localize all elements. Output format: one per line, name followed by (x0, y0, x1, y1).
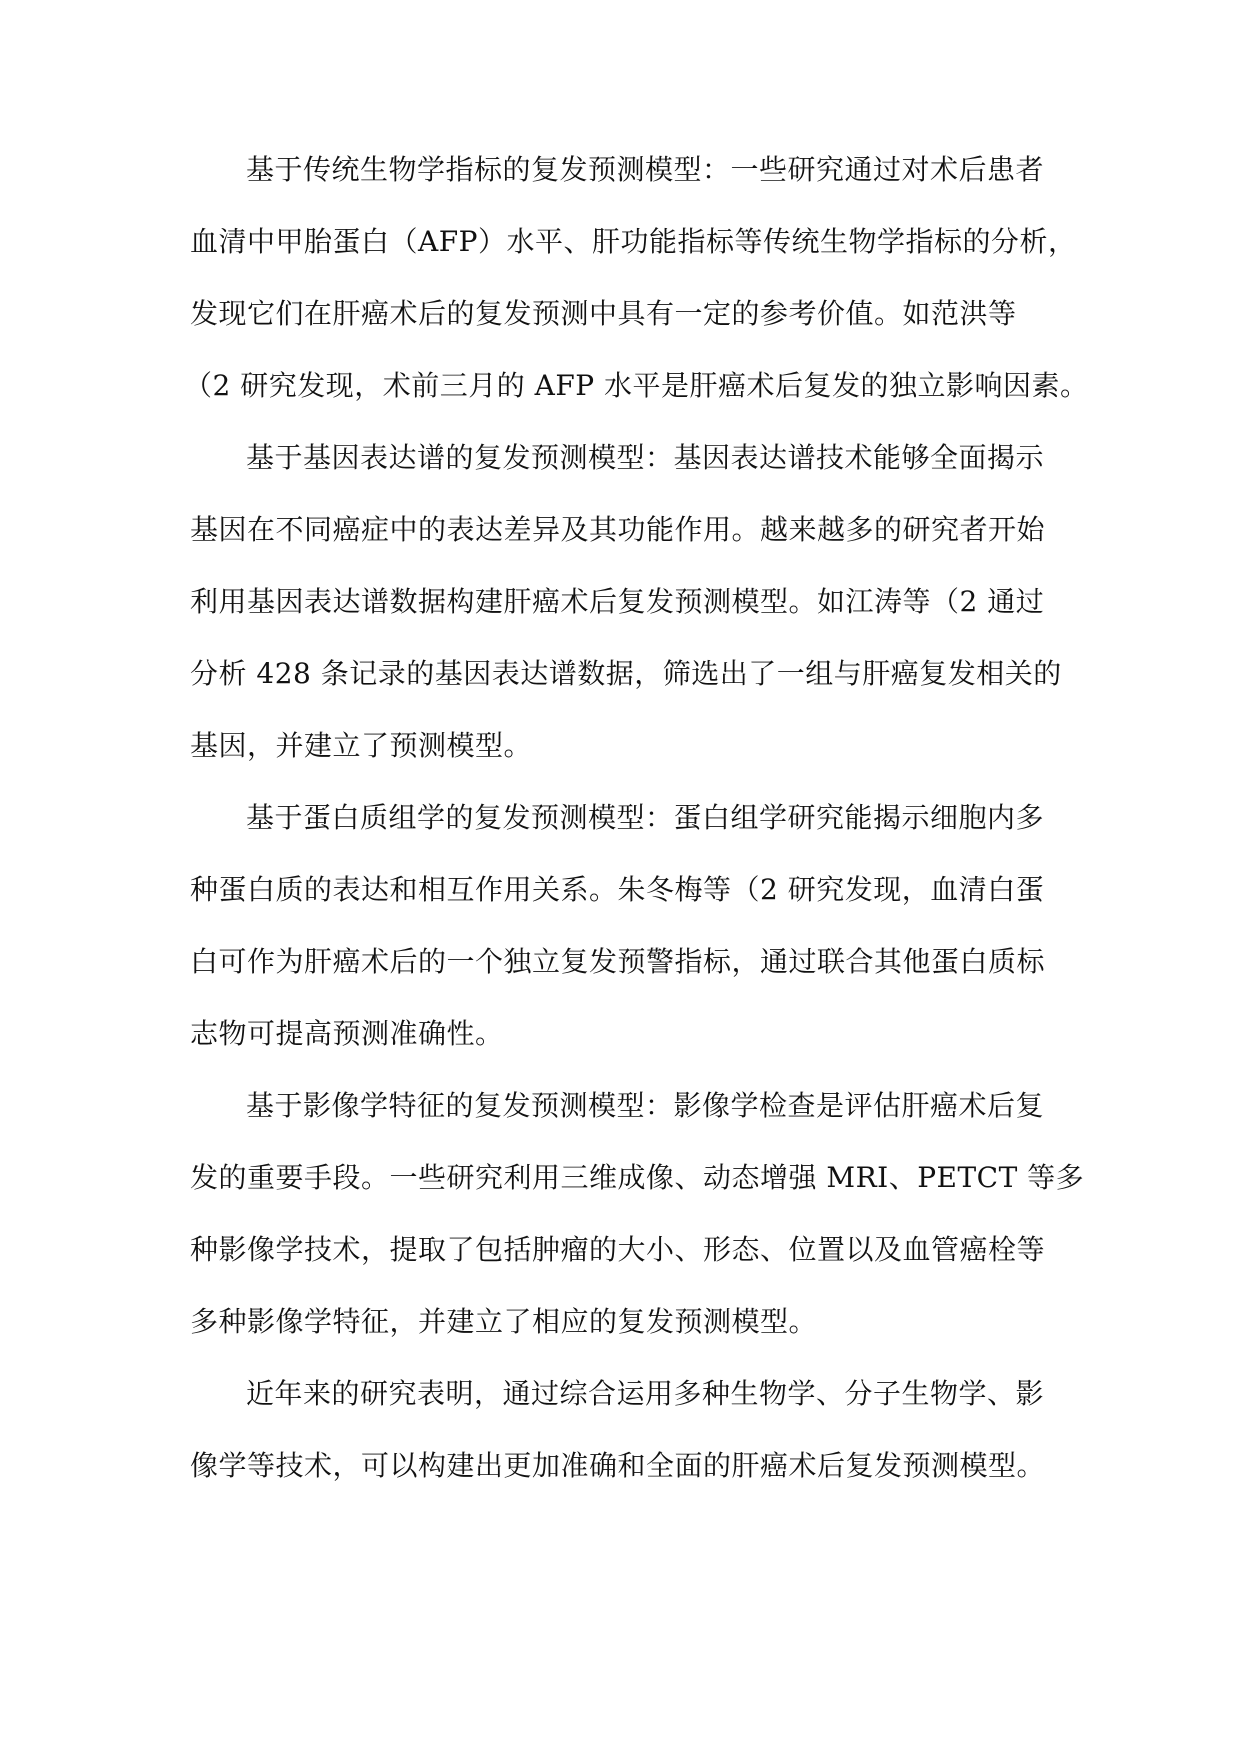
paragraph-line: 多种影像学特征，并建立了相应的复发预测模型。 (190, 1305, 818, 1338)
paragraph-line: 基于蛋白质组学的复发预测模型：蛋白组学研究能揭示细胞内多 (246, 801, 1045, 834)
paragraph-line: （2 研究发现，术前三月的 AFP 水平是肝癌术后复发的独立影响因素。 (184, 369, 1089, 402)
paragraph-line: 发现它们在肝癌术后的复发预测中具有一定的参考价值。如范洪等 (190, 297, 1017, 330)
paragraph-line: 发的重要手段。一些研究利用三维成像、动态增强 MRI、PETCT 等多 (190, 1161, 1085, 1194)
paragraph-line: 血清中甲胎蛋白（AFP）水平、肝功能指标等传统生物学指标的分析， (190, 225, 1077, 258)
paragraph-line: 利用基因表达谱数据构建肝癌术后复发预测模型。如江涛等（2 通过 (190, 585, 1045, 618)
paragraph-line: 基因在不同癌症中的表达差异及其功能作用。越来越多的研究者开始 (190, 513, 1046, 546)
paragraph-line: 白可作为肝癌术后的一个独立复发预警指标，通过联合其他蛋白质标 (190, 945, 1046, 978)
paragraph-line: 基于传统生物学指标的复发预测模型：一些研究通过对术后患者 (246, 153, 1045, 186)
paragraph-line: 种影像学技术，提取了包括肿瘤的大小、形态、位置以及血管癌栓等 (190, 1233, 1046, 1266)
paragraph-line: 分析 428 条记录的基因表达谱数据，筛选出了一组与肝癌复发相关的 (190, 657, 1062, 690)
paragraph-line: 志物可提高预测准确性。 (190, 1017, 504, 1050)
paragraph-line: 种蛋白质的表达和相互作用关系。朱冬梅等（2 研究发现，血清白蛋 (190, 873, 1045, 906)
paragraph-line: 像学等技术，可以构建出更加准确和全面的肝癌术后复发预测模型。 (190, 1449, 1046, 1482)
paragraph-line: 基于影像学特征的复发预测模型：影像学检查是评估肝癌术后复 (246, 1089, 1045, 1122)
paragraph-line: 基因，并建立了预测模型。 (190, 729, 533, 762)
paragraph-line: 基于基因表达谱的复发预测模型：基因表达谱技术能够全面揭示 (246, 441, 1045, 474)
paragraph-line: 近年来的研究表明，通过综合运用多种生物学、分子生物学、影 (246, 1377, 1045, 1410)
